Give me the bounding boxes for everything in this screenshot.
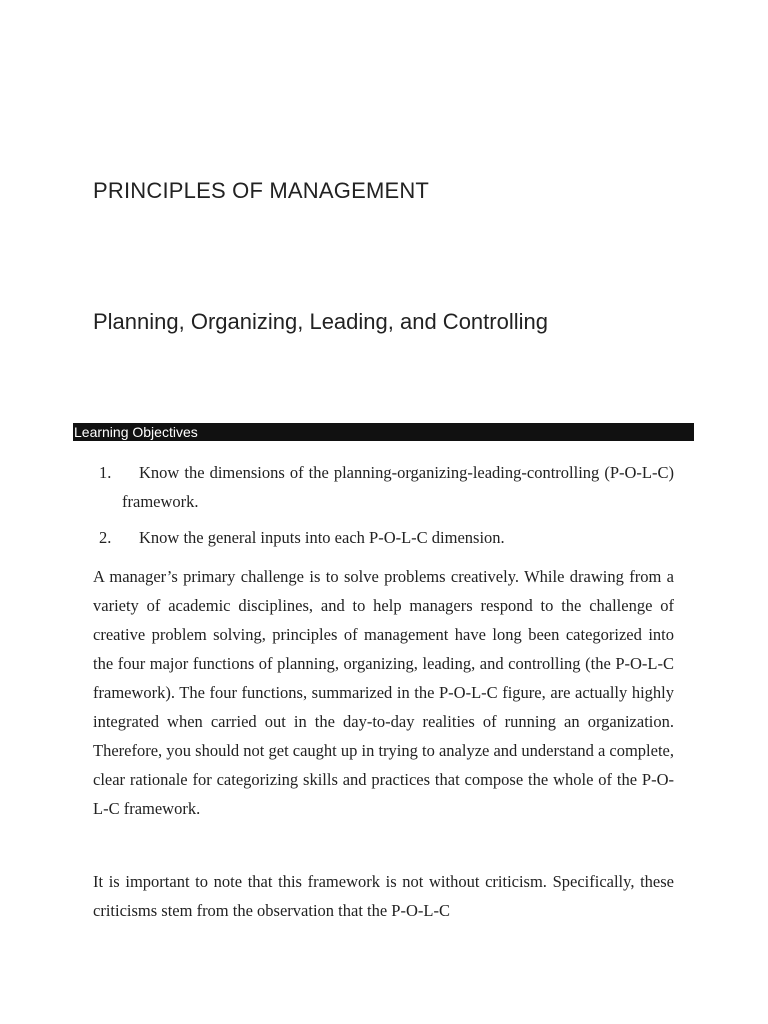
body-paragraph: It is important to note that this framework is not without criticism. Specifically, these criticisms stem from the observation that the P-O-L-C (93, 872, 674, 920)
learning-objectives-label: Learning Objectives (74, 424, 198, 440)
objective-number: 1. (99, 463, 112, 482)
learning-objectives-list (93, 458, 674, 559)
list-item (93, 458, 674, 516)
learning-objectives-bar (73, 423, 694, 441)
objective-number: 2. (99, 528, 112, 547)
body-paragraph: A manager’s primary challenge is to solve problems creatively. While drawing from a variety of academic disciplines, and to help managers respond to the challenge of creative problem solving, principles of management have long been categorized into the four major functions of planning, organizing, leading, and controlling (the P-O-L-C framework). The four functions, summarized in the P-O-L-C figure, are actually highly integrated when carried out in the day-to-day realities of running an organization. Therefore, you should not get caught up in trying to analyze and understand a complete, clear rationale for categorizing skills and practices that compose the whole of the P-O-L-C framework. (93, 567, 674, 818)
objective-text: Know the dimensions of the planning-organizing-leading-controlling (P-O-L-C) framework. (122, 463, 674, 511)
section-heading: Planning, Organizing, Leading, and Controlling (93, 309, 548, 334)
list-item (93, 523, 674, 552)
document-title: PRINCIPLES OF MANAGEMENT (93, 178, 430, 203)
objective-text: Know the general inputs into each P-O-L-C dimension. (139, 528, 505, 547)
